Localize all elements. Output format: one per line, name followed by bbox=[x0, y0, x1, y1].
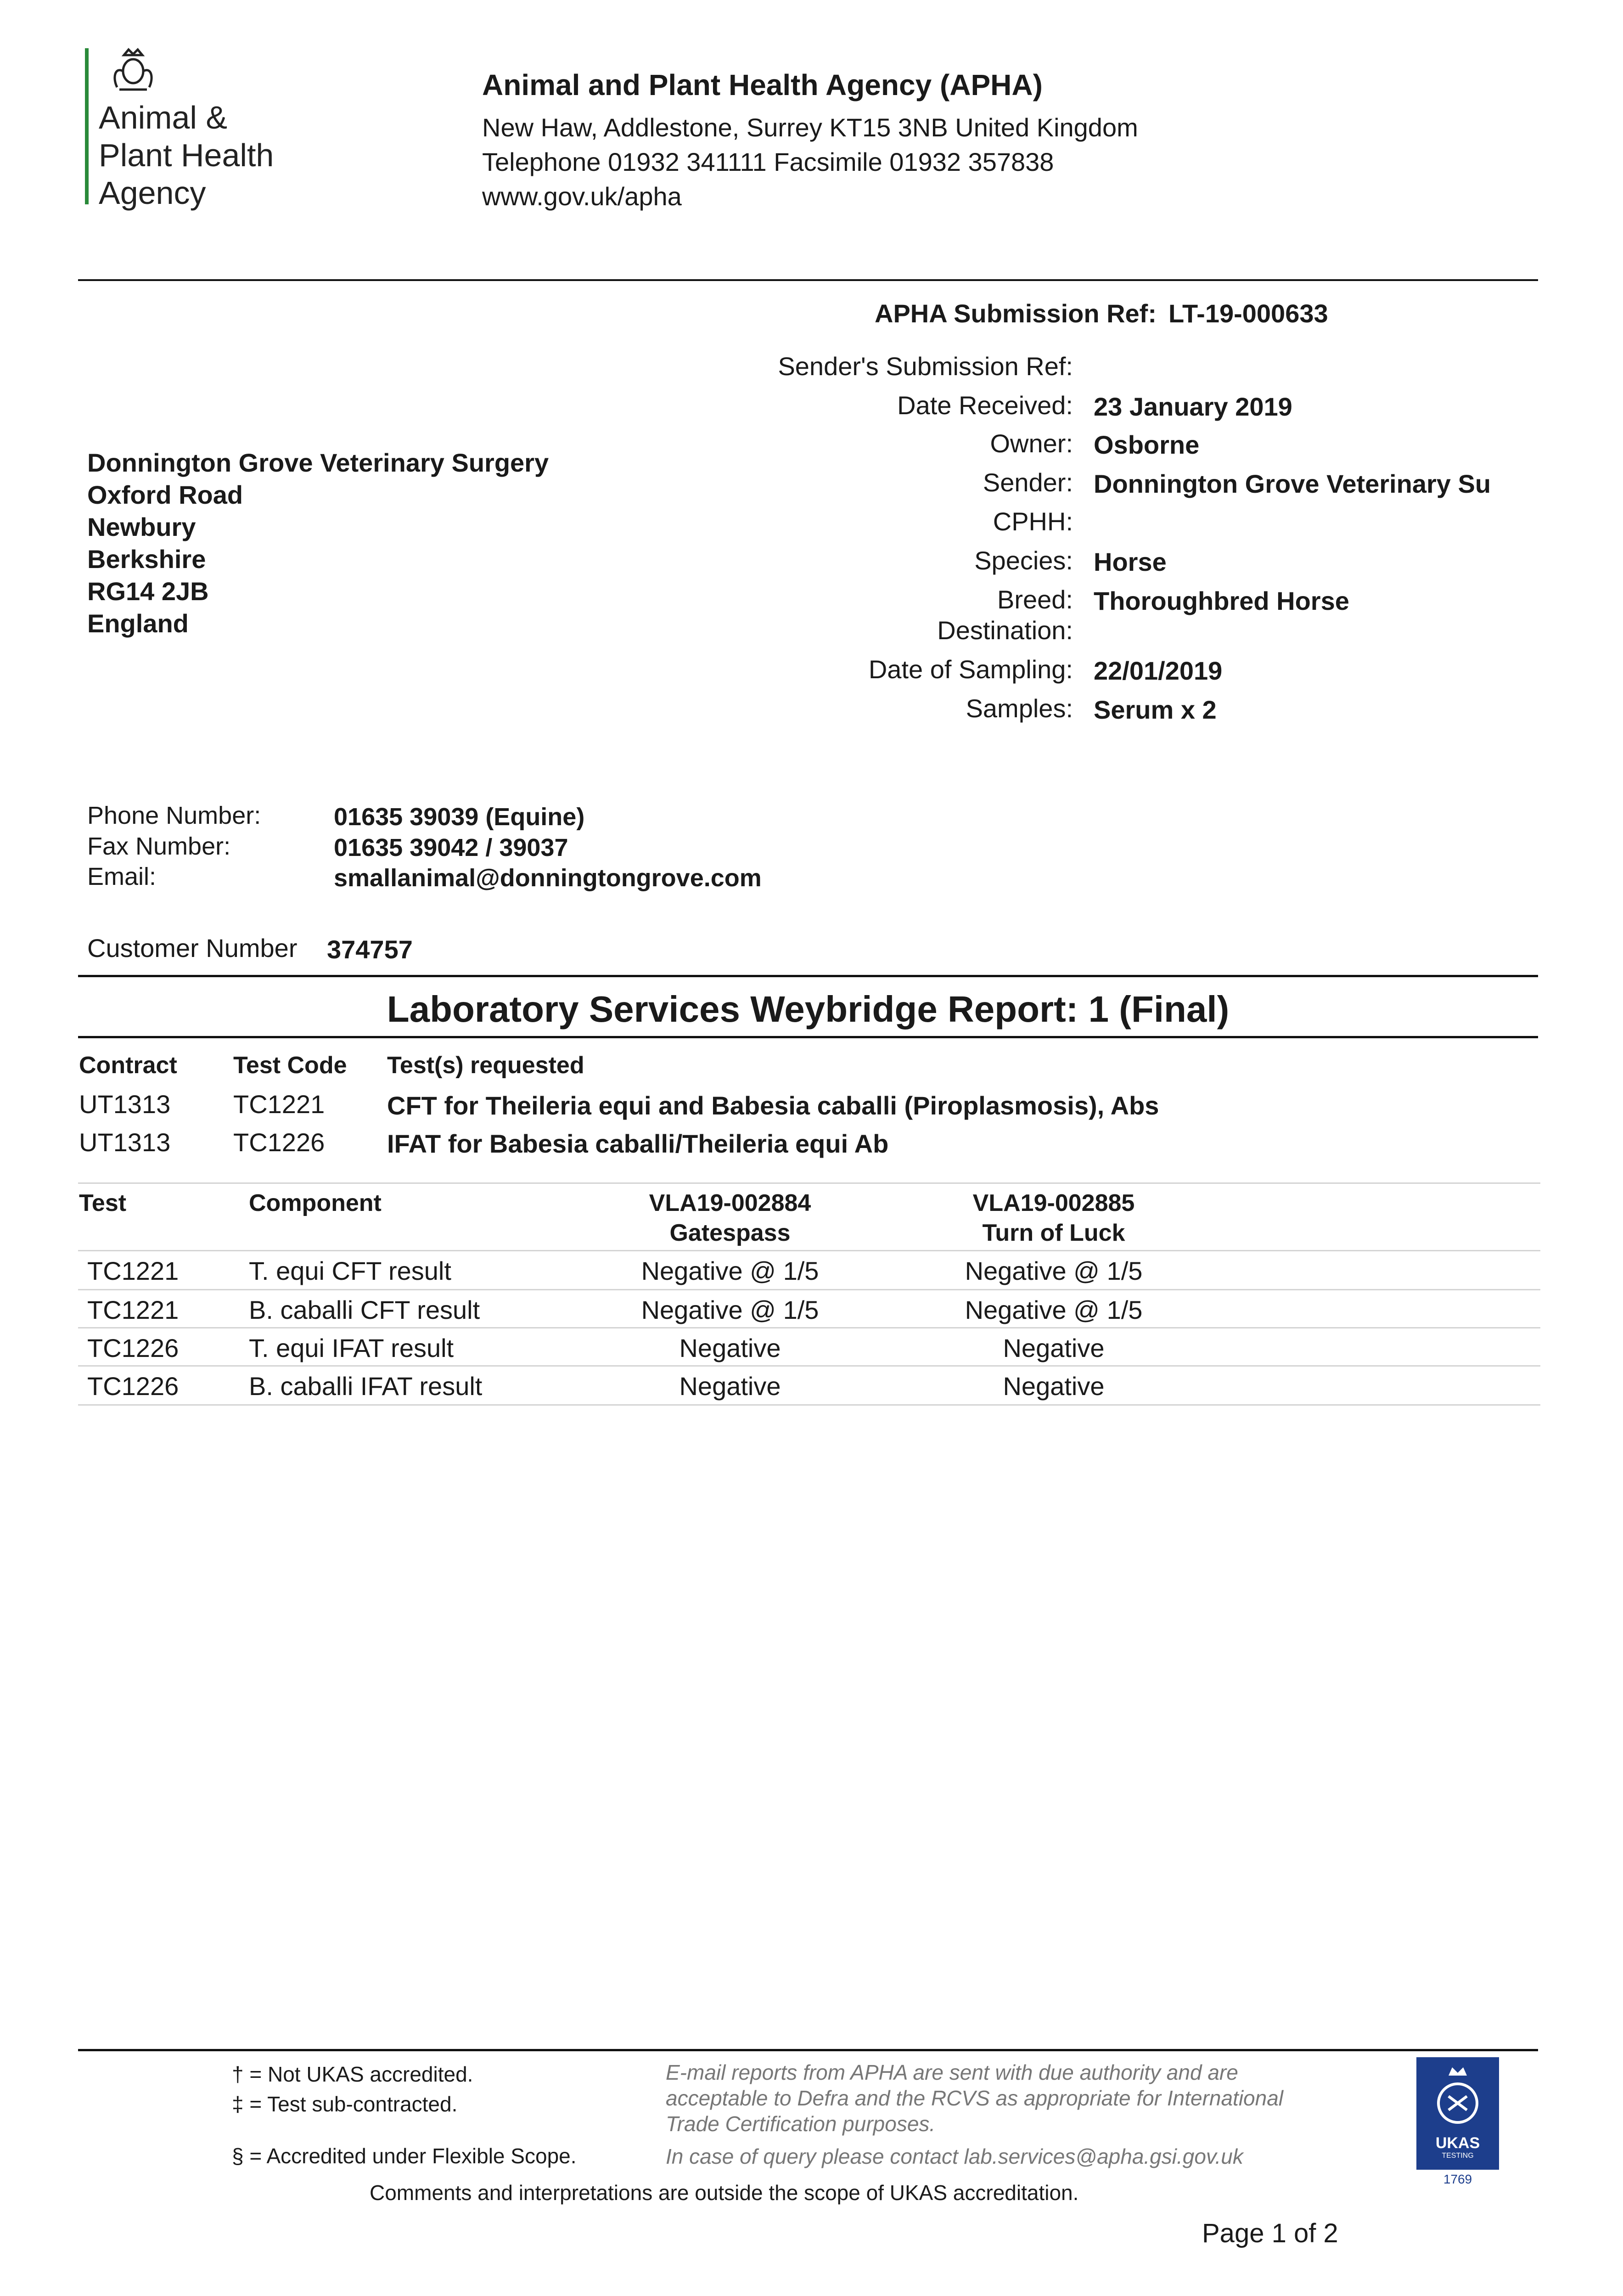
field-label-senders-ref: Sender's Submission Ref: bbox=[778, 352, 1073, 381]
apha-ref-label: APHA Submission Ref: bbox=[875, 299, 1157, 328]
result-sample-2: Negative @ 1/5 bbox=[965, 1295, 1143, 1324]
address-line: Donnington Grove Veterinary Surgery bbox=[87, 448, 549, 477]
result-sample-1: Negative @ 1/5 bbox=[641, 1256, 819, 1285]
request-contract: UT1313 bbox=[79, 1128, 171, 1157]
address-line: England bbox=[87, 609, 189, 638]
field-value-date-sampling: 22/01/2019 bbox=[1094, 656, 1223, 685]
field-label-cphh: CPHH: bbox=[993, 507, 1073, 536]
field-value-owner: Osborne bbox=[1094, 430, 1200, 459]
field-value-sender: Donnington Grove Veterinary Su bbox=[1094, 469, 1491, 498]
field-label-breed: Breed: bbox=[997, 585, 1073, 614]
customer-number-label: Customer Number bbox=[87, 934, 298, 962]
report-title: Laboratory Services Weybridge Report: 1 (Final) bbox=[387, 989, 1230, 1030]
fax-value: 01635 39042 / 39037 bbox=[334, 834, 568, 861]
ukas-sub: TESTING bbox=[1442, 2152, 1474, 2160]
royal-crest-icon bbox=[106, 46, 161, 96]
result-test: TC1226 bbox=[87, 1372, 179, 1401]
ukas-crown-icon bbox=[1416, 2057, 1499, 2138]
field-value-breed: Thoroughbred Horse bbox=[1094, 586, 1349, 615]
field-label-date-received: Date Received: bbox=[897, 391, 1073, 420]
result-sample-1: Negative bbox=[679, 1372, 781, 1401]
phone-value: 01635 39039 (Equine) bbox=[334, 803, 585, 831]
email-label: Email: bbox=[87, 863, 157, 890]
field-label-destination: Destination: bbox=[937, 616, 1073, 645]
col-header-contract: Contract bbox=[79, 1052, 177, 1079]
row-divider bbox=[78, 1365, 1540, 1367]
address-line: Berkshire bbox=[87, 545, 206, 574]
result-component: B. caballi CFT result bbox=[249, 1295, 480, 1324]
apha-ref-value: LT-19-000633 bbox=[1168, 299, 1328, 328]
col-header-sample-1-id: VLA19-002884 bbox=[649, 1190, 811, 1216]
organisation-website[interactable]: www.gov.uk/apha bbox=[482, 182, 682, 211]
field-value-date-received: 23 January 2019 bbox=[1094, 392, 1292, 421]
col-header-sample-2-name: Turn of Luck bbox=[982, 1220, 1125, 1246]
results-divider bbox=[78, 1182, 1540, 1184]
result-sample-1: Negative bbox=[679, 1334, 781, 1362]
result-test: TC1226 bbox=[87, 1334, 179, 1362]
request-description: IFAT for Babesia caballi/Theileria equi Ab bbox=[387, 1129, 889, 1158]
legend-not-accredited: † = Not UKAS accredited. bbox=[232, 2062, 473, 2086]
footer-divider bbox=[78, 2049, 1538, 2051]
fax-label: Fax Number: bbox=[87, 833, 231, 860]
organisation-address: New Haw, Addlestone, Surrey KT15 3NB United Kingdom bbox=[482, 113, 1138, 142]
ukas-comments-note: Comments and interpretations are outside the scope of UKAS accreditation. bbox=[370, 2181, 1079, 2205]
page-number: Page 1 of 2 bbox=[1202, 2218, 1338, 2248]
result-sample-2: Negative bbox=[1003, 1372, 1105, 1401]
col-header-tests-requested: Test(s) requested bbox=[387, 1052, 584, 1079]
row-divider bbox=[78, 1250, 1540, 1251]
request-test-code: TC1226 bbox=[233, 1128, 325, 1157]
header-divider bbox=[78, 279, 1538, 281]
result-component: T. equi IFAT result bbox=[249, 1334, 454, 1362]
query-contact-note: In case of query please contact lab.services@apha.gsi.gov.uk bbox=[666, 2144, 1243, 2168]
ukas-number: 1769 bbox=[1443, 2172, 1472, 2186]
field-label-sender: Sender: bbox=[983, 468, 1073, 497]
agency-logo-text: Animal & Plant Health Agency bbox=[99, 100, 274, 211]
result-component: B. caballi IFAT result bbox=[249, 1372, 483, 1401]
phone-label: Phone Number: bbox=[87, 802, 261, 829]
col-header-test-code: Test Code bbox=[233, 1052, 347, 1079]
address-line: Oxford Road bbox=[87, 480, 243, 509]
legend-sub-contracted: ‡ = Test sub-contracted. bbox=[232, 2092, 458, 2116]
email-value[interactable]: smallanimal@donningtongrove.com bbox=[334, 864, 762, 892]
legend-flexible-scope: § = Accredited under Flexible Scope. bbox=[232, 2144, 577, 2168]
result-test: TC1221 bbox=[87, 1295, 179, 1324]
col-header-test: Test bbox=[79, 1190, 127, 1216]
field-label-samples: Samples: bbox=[966, 694, 1073, 723]
result-sample-2: Negative bbox=[1003, 1334, 1105, 1362]
request-test-code: TC1221 bbox=[233, 1090, 325, 1119]
ukas-text: UKAS bbox=[1435, 2134, 1480, 2152]
address-line: Newbury bbox=[87, 512, 196, 541]
row-divider bbox=[78, 1289, 1540, 1290]
organisation-name: Animal and Plant Health Agency (APHA) bbox=[482, 68, 1043, 101]
customer-number-value: 374757 bbox=[327, 935, 413, 964]
field-value-samples: Serum x 2 bbox=[1094, 695, 1217, 724]
request-contract: UT1313 bbox=[79, 1090, 171, 1119]
report-bottom-divider bbox=[78, 1036, 1538, 1038]
field-label-owner: Owner: bbox=[990, 429, 1073, 458]
request-description: CFT for Theileria equi and Babesia caballi (Piroplasmosis), Abs bbox=[387, 1091, 1159, 1120]
field-label-date-sampling: Date of Sampling: bbox=[868, 655, 1073, 684]
row-divider bbox=[78, 1327, 1540, 1328]
field-label-species: Species: bbox=[974, 546, 1073, 575]
organisation-phone: Telephone 01932 341111 Facsimile 01932 357838 bbox=[482, 147, 1054, 176]
logo-accent-bar bbox=[85, 48, 89, 204]
col-header-sample-2-id: VLA19-002885 bbox=[972, 1190, 1135, 1216]
email-authority-note: E-mail reports from APHA are sent with due authority and are acceptable to Defra and the RCVS as appropriate for International Trade Certification purposes. bbox=[666, 2060, 1284, 2136]
report-top-divider bbox=[78, 975, 1538, 977]
address-line: RG14 2JB bbox=[87, 577, 209, 606]
result-test: TC1221 bbox=[87, 1256, 179, 1285]
result-sample-1: Negative @ 1/5 bbox=[641, 1295, 819, 1324]
row-divider bbox=[78, 1404, 1540, 1406]
result-sample-2: Negative @ 1/5 bbox=[965, 1256, 1143, 1285]
result-component: T. equi CFT result bbox=[249, 1256, 451, 1285]
col-header-sample-1-name: Gatespass bbox=[669, 1220, 791, 1246]
ukas-badge bbox=[1416, 2057, 1499, 2170]
field-value-species: Horse bbox=[1094, 547, 1167, 576]
col-header-component: Component bbox=[249, 1190, 382, 1216]
